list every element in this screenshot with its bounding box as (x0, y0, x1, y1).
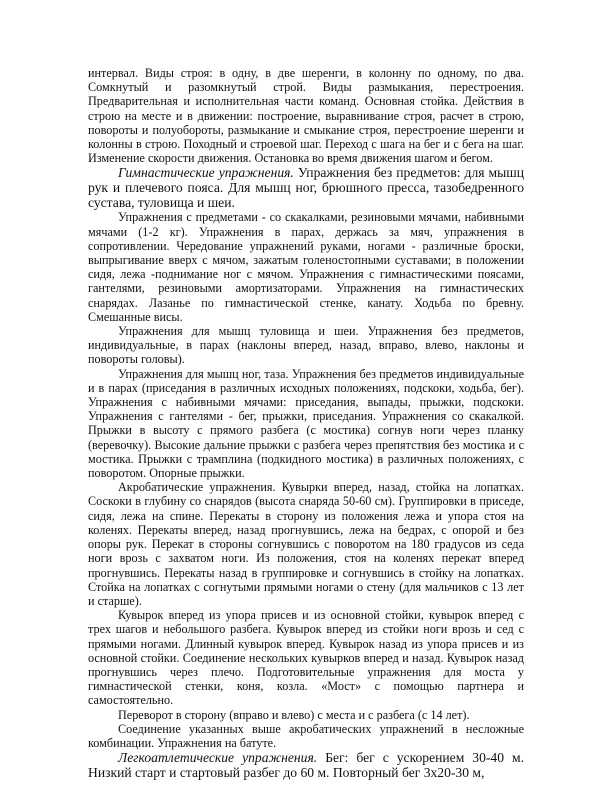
paragraph-with-objects (88, 210, 524, 324)
document-page (88, 66, 524, 780)
paragraph-text: Соединение указанных выше акробатических упражнений в несложные комбинации. Упражнения на батуте. (88, 721, 524, 750)
paragraph-combinations (88, 722, 524, 750)
paragraph-text: интервал. Виды строя: в одну, в две шеренги, в колонну по одному, по два. Сомкнутый и разомкнутый строй. Виды размыкания, перестроения. Предварительная и исполнительная части команд. Основная стойка. Действия в строю на месте и в движении: построение, выравнивание строя, расчет в строю, повороты и полуобороты, размыкание и смыкание строя, перестроение шеренги и колонны в строю. Походный и строевой шаг. Переход с шага на бег и с бега на шаг. Изменение скорости движения. Остановка во время движения шагом и бегом. (88, 66, 524, 166)
paragraph-text: Упражнения с предметами - со скакалками, резиновыми мячами, набивными мячами (1-2 кг). Упражнения в парах, держась за мяч, упражнения в сопротивлении. Чередование упражнений руками, ногами - различные броски, выпрыгивание вверх с мячом, зажатым голеностопными суставами; в положении сидя, лежа -поднимание ног с мячом. Упражнения с гимнастическими поясами, гантелями, резиновыми амортизаторами. Упражнения на гимнастических снарядах. Лазанье по гимнастической стенке, канату. Ходьба по бревну. Смешанные висы. (88, 210, 524, 324)
paragraph-text: Упражнения для мышц ног, таза. Упражнения без предметов индивидуальные и в парах (приседания в различных исходных положениях, подскоки, ходьба, бег). Упражнения с набивными мячами: приседания, выпады, прыжки, подскоки. Упражнения с гантелями - бег, прыжки, приседания. Упражнения со скакалкой. Прыжки в высоту с прямого разбега (с мостика) согнув ноги через планку (веревочку). Высокие дальние прыжки с разбега через препятствия без мостика и с мостика. Прыжки с трамплина (подкидного мостика) в различных положениях, с поворотом. Опорные прыжки. (88, 366, 524, 481)
paragraph-trunk-neck (88, 324, 524, 367)
section-heading: Легкоатлетические упражнения. (118, 750, 318, 766)
paragraph-text: Переворот в сторону (вправо и влево) с места и с разбега (с 14 лет). (118, 707, 470, 722)
paragraph-text: Упражнения для мышц туловища и шеи. Упражнения без предметов, индивидуальные, в парах (наклоны вперед, назад, вправо, влево, наклоны и повороты головы). (88, 324, 524, 367)
section-heading: Гимнастические упражнения. (118, 165, 294, 181)
paragraph-cartwheel (88, 708, 524, 722)
paragraph-text: Бег: бег с ускорением 30-40 м. Низкий старт и стартовый разбег до 60 м. Повторный бег 3x20-30 м, (88, 750, 525, 781)
paragraph-formation (88, 66, 524, 165)
paragraph-athletics (88, 750, 524, 780)
paragraph-acrobatics (88, 480, 524, 608)
paragraph-text: Акробатические упражнения. Кувырки вперед, назад, стойка на лопатках. Соскоки в глубину со снарядов (высота снаряда 50-60 см). Группировки в приседе, сидя, лежа на спине. Перекаты в сторону из положения лежа и упора стоя на коленях. Перекаты вперед, назад прогнувшись, лежа на бедрах, с опорой и без опоры рук. Перекат в стороны согнувшись с поворотом на 180 градусов из седа ноги врозь с захватом ноги. Из положения, стоя на коленях перекат вперед прогнувшись. Перекаты назад в группировке и согнувшись в стойку на лопатках. Стойка на лопатках с согнутыми прямыми ногами о стену (для мальчиков с 13 лет и старше). (88, 480, 524, 608)
paragraph-text: Кувырок вперед из упора присев и из основной стойки, кувырок вперед с трех шагов и небольшого разбега. Кувырок вперед из стойки ноги врозь и сед с прямыми ногами. Длинный кувырок вперед. Кувырок назад из упора присев и из основной стойки. Соединение нескольких кувырков вперед и назад. Кувырок назад прогнувшись через плечо. Подготовительные упражнения для моста у гимнастической стенки, коня, козла. «Мост» с помощью партнера и самостоятельно. (88, 608, 524, 708)
paragraph-gymnastics (88, 165, 524, 210)
paragraph-legs-pelvis (88, 367, 524, 481)
paragraph-somersault (88, 608, 524, 707)
paragraph-text: Упражнения без предметов: для мышц рук и плечевого пояса. Для мышц ног, брюшного пресса, тазобедренного сустава, туловища и шеи. (88, 165, 525, 211)
